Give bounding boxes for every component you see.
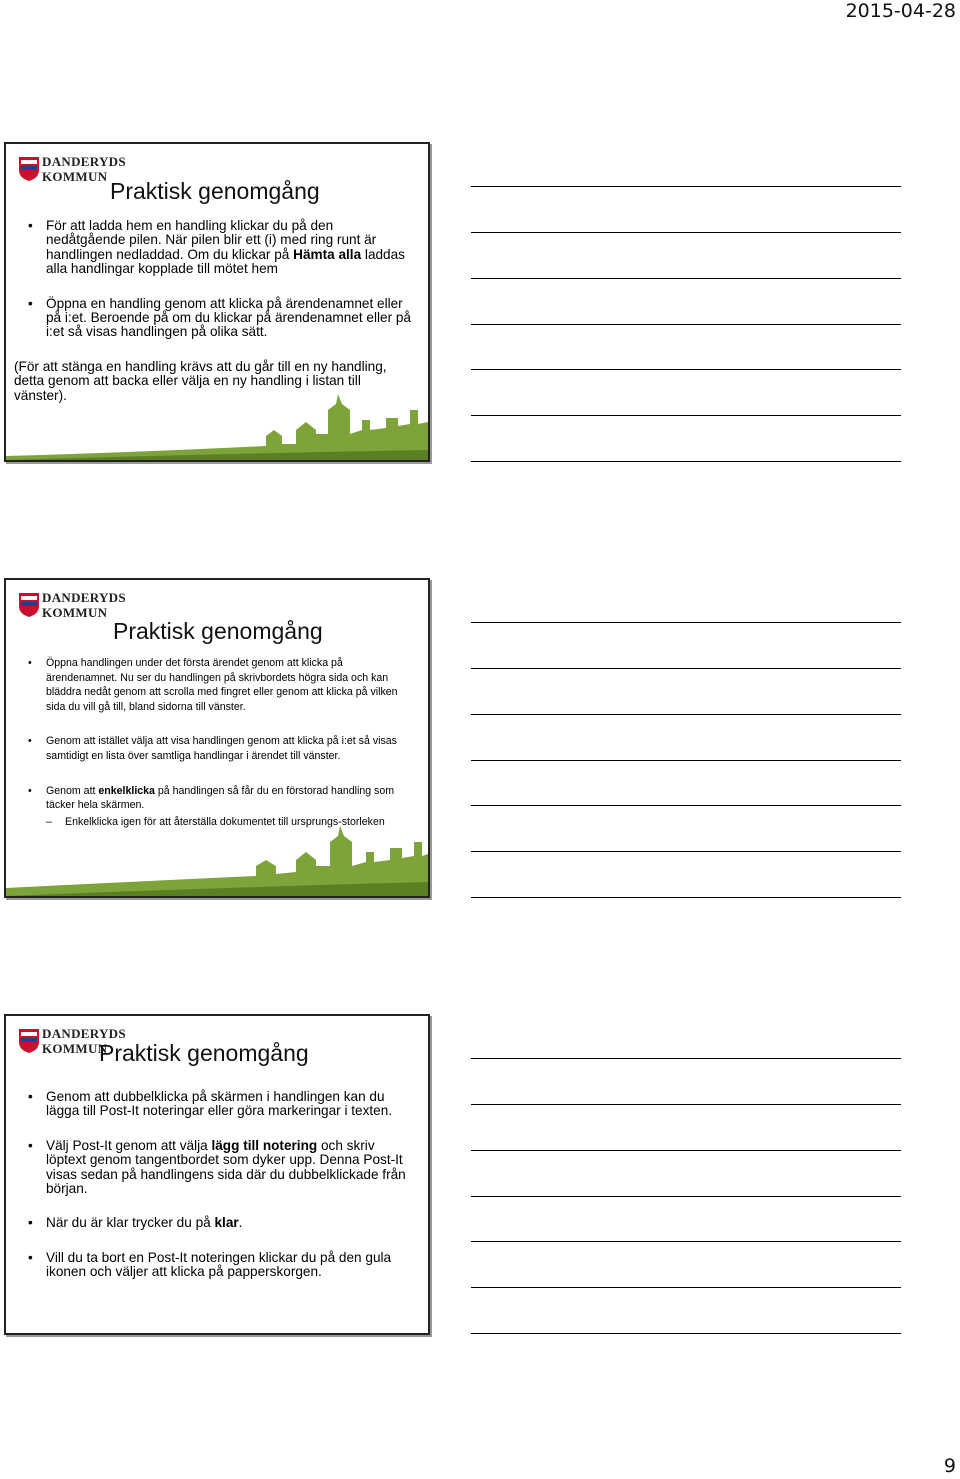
slide-2 (4, 578, 430, 898)
bullet-icon: • (28, 784, 32, 797)
page-number: 9 (943, 1455, 956, 1477)
bullet-icon: • (28, 218, 33, 233)
bullet-text: Genom att (46, 784, 99, 797)
bullet-icon: • (28, 1137, 33, 1153)
bullet-item (26, 656, 414, 714)
logo-line-2: KOMMUN (42, 605, 108, 620)
logo-line-1: DANDERYDS (42, 154, 126, 169)
bullet-bold: enkelklicka (98, 784, 155, 797)
bullet-bold: lägg till notering (211, 1137, 318, 1153)
bullet-icon: • (28, 295, 33, 311)
note-line (471, 668, 901, 669)
note-line (471, 1287, 901, 1288)
bullet-icon: • (28, 1215, 33, 1231)
bullet-text-end: laddas alla handlingar kopplade till mötet hem (46, 246, 405, 277)
note-line (471, 897, 901, 898)
bullet-item (26, 1216, 414, 1230)
bullet-icon: • (28, 1089, 33, 1104)
town-silhouette-icon (6, 826, 428, 896)
bullet-text: Välj Post-It genom att välja (46, 1137, 212, 1153)
slide-body (26, 1090, 414, 1300)
note-line (471, 851, 901, 852)
note-line (471, 232, 901, 233)
bullet-text: Öppna en handling genom att klicka på ärendenamnet eller på i:et. Beroende på om du klickar på ärendenamnet eller på i:et så visas handlingen på olika sätt. (46, 295, 411, 340)
bullet-text: Genom att dubbelklicka på skärmen i handlingen kan du lägga till Post-It noteringar eller göra markeringar i texten. (46, 1089, 393, 1119)
shield-icon (18, 592, 40, 618)
slide-title: Praktisk genomgång (110, 178, 320, 204)
bullet-icon: • (28, 735, 32, 748)
note-line (471, 1058, 901, 1059)
note-line (471, 324, 901, 325)
note-line (471, 415, 901, 416)
bullet-item (26, 219, 414, 277)
logo-line-1: DANDERYDS (42, 1026, 126, 1041)
note-line (471, 461, 901, 462)
bullet-item (26, 1251, 414, 1280)
bullet-text: Genom att istället välja att visa handlingen genom att klicka på i:et så visas samtidigt en lista över samtliga handlingar i ärendet till vänster. (46, 735, 397, 762)
note-line (471, 1333, 901, 1334)
logo-line-2: KOMMUN (42, 169, 108, 184)
dash-icon: – (46, 815, 52, 828)
note-line (471, 369, 901, 370)
sub-bullet-text: Enkelklicka igen för att återställa dokumentet till ursprungs-storleken (65, 815, 385, 828)
slide-3 (4, 1014, 430, 1335)
note-line (471, 714, 901, 715)
shield-icon (18, 156, 40, 182)
header-date: 2015-04-28 (845, 0, 956, 22)
bullet-text: När du är klar trycker du på (46, 1215, 215, 1231)
slide-title: Praktisk genomgång (99, 1040, 309, 1066)
bullet-item (26, 784, 414, 813)
shield-icon (18, 1028, 40, 1054)
bullet-icon: • (28, 1249, 33, 1265)
note-line (471, 1104, 901, 1105)
town-silhouette-icon (6, 390, 428, 460)
slide-1 (4, 142, 430, 462)
bullet-item (26, 297, 414, 340)
bullet-item (26, 734, 414, 763)
note-line (471, 1150, 901, 1151)
note-line (471, 1241, 901, 1242)
bullet-item (26, 1139, 414, 1197)
bullet-bold: klar (214, 1215, 239, 1231)
bullet-item (26, 1090, 414, 1119)
bullet-text-end: . (238, 1215, 243, 1231)
note-line (471, 186, 901, 187)
bullet-icon: • (28, 657, 32, 669)
closing-paragraph: (För att stänga en handling krävs att du går till en ny handling, detta genom att backa eller välja en ny handling i listan till vänster). (14, 358, 387, 403)
slide-body (14, 218, 414, 403)
bullet-bold: Hämta alla (293, 246, 362, 262)
bullet-text-end: och skriv löptext genom tangentbordet som dyker upp. Denna Post-It visas sedan på handlingens sida där du dubbelklickade från början. (46, 1137, 406, 1197)
note-line (471, 805, 901, 806)
bullet-text: Vill du ta bort en Post-It noteringen klickar du på den gula ikonen och väljer att klicka på papperskorgen. (46, 1249, 392, 1280)
bullet-text: För att ladda hem en handling klickar du på den nedåtgående pilen. När pilen blir ett (i) med ring runt är handlingen nedladdad. Om du klickar på (46, 218, 377, 262)
note-line (471, 760, 901, 761)
slide-body (26, 656, 414, 829)
slide-title: Praktisk genomgång (113, 618, 323, 644)
note-line (471, 278, 901, 279)
logo-line-1: DANDERYDS (42, 590, 126, 605)
note-line (471, 1196, 901, 1197)
note-line (471, 622, 901, 623)
bullet-text-end: på handlingen så får du en förstorad handling som täcker hela skärmen. (46, 784, 395, 812)
bullet-text: Öppna handlingen under det första ärendet genom att klicka på ärendenamnet. Nu ser du handlingen på skrivbordets högra sida och kan bläddra nedåt genom att scrolla med fingret eller genom att klicka på vilken sida du vill gå till, bland sidorna till vänster. (46, 657, 398, 713)
logo-line-2: KOMMUN (42, 1041, 108, 1056)
